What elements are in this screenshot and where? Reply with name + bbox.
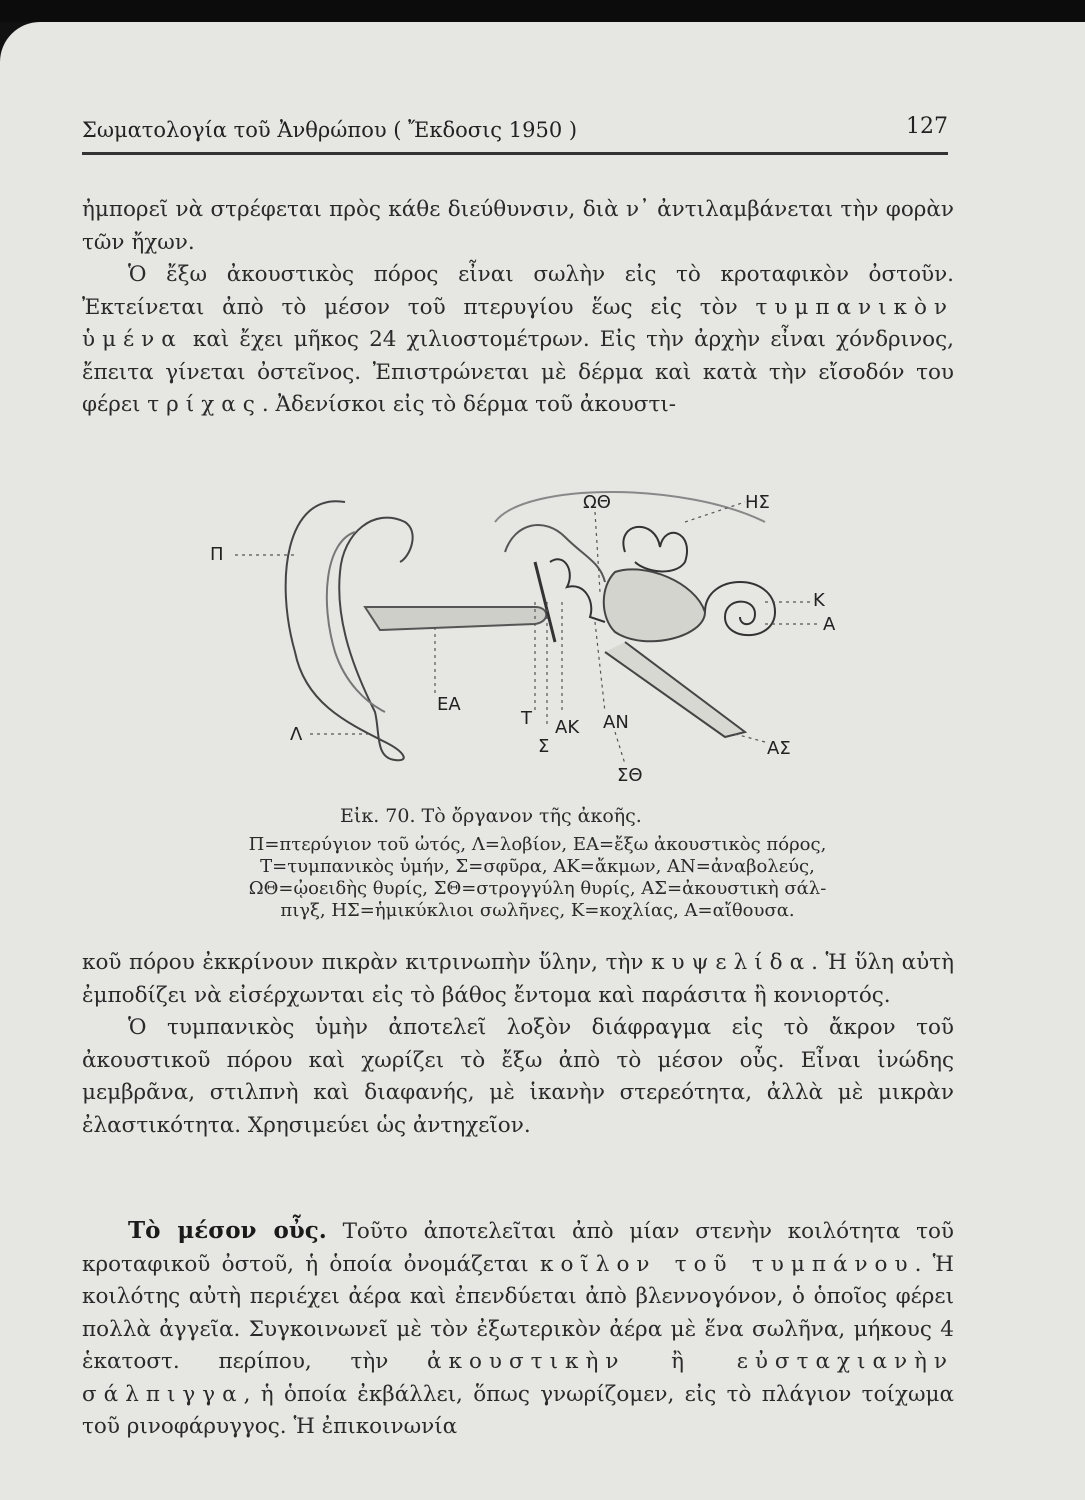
pinna-outline — [286, 501, 413, 760]
legend-line: Π=πτερύγιον τοῦ ὠτός, Λ=λοβίον, ΕΑ=ἔξω ἀκουστικὸς πόρος, — [248, 834, 827, 855]
ear-diagram — [205, 462, 865, 802]
paragraph-text: . Ἡ ὕλη αὐτὴ ἐμποδίζει νὰ εἰσέρχωνται εἰς τὸ βάθος ἔντομα καὶ παράσιτα ἢ κονιορτός. — [82, 950, 954, 1008]
semicircular-canals — [623, 527, 687, 572]
legend-line: Τ=τυμπανικὸς ὑμήν, Σ=σφῦρα, ΑΚ=ἄκμων, ΑΝ=ἀναβολεύς, — [260, 856, 815, 877]
middle-ear-wall — [505, 525, 605, 582]
label-malleus: Σ — [538, 736, 550, 757]
paragraph-text: κοῦ πόρου ἐκκρίνουν πικρὰν κιτρινωπὴν ὕλην, τὴν — [82, 950, 652, 975]
leader-an — [595, 622, 605, 712]
header-rule — [82, 152, 948, 155]
cochlea — [705, 582, 775, 635]
intro-line: ἠμπορεῖ νὰ στρέφεται πρὸς κάθε διεύθυνσιν, διὰ ν᾿ ἀντιλαμβάνεται τὴν φορὰν τῶν ἤχων. — [82, 197, 954, 255]
figure-legend — [160, 834, 915, 922]
paragraph-text: , ἡ ὁποία ἐκβάλλει, ὅπως γνωρίζομεν, εἰς τὸ πλάγιον τοίχωμα τοῦ ρινοφάρυγγος. Ἡ ἐπικοινωνία — [82, 1381, 954, 1439]
emphasis-term: τυμπανικὸν ὑμένα — [82, 294, 954, 352]
emphasis-term: κυψελίδα — [651, 950, 812, 975]
legend-line: πιγξ, ΗΣ=ἡμικύκλιοι σωλῆνες, Κ=κοχλίας, Α=αἴθουσα. — [280, 900, 795, 921]
label-lobule: Λ — [290, 724, 303, 745]
legend-line: ΩΘ=ᾠοειδὴς θυρίς, ΣΘ=στρογγύλη θυρίς, ΑΣ=ἀκουστικὴ σάλ- — [248, 878, 827, 899]
label-cochlea: Κ — [813, 590, 825, 611]
figure-caption: Εἰκ. 70. Τὸ ὄργανον τῆς ἀκοῆς. — [340, 805, 642, 827]
paragraph-text: καὶ ἔχει μῆκος 24 χιλιοστομέτρων. Εἰς τὴν ἀρχὴν εἶναι χόνδρινος, ἔπειτα γίνεται ὀστεῖνος. Ἐπιστρώνεται μὲ δέρμα καὶ κατὰ τὴν εἴσοδόν του φέρει — [82, 327, 954, 417]
section-heading: Τὸ μέσον οὖς. — [128, 1217, 327, 1244]
label-oval-window: ΩΘ — [583, 492, 611, 513]
auditory-canal-paragraph — [82, 259, 954, 422]
page-number: 127 — [906, 114, 948, 139]
scan-top-edge — [0, 0, 1085, 22]
label-semicircular-canals: ΗΣ — [745, 492, 770, 513]
label-stapes: ΑΝ — [603, 712, 629, 733]
leader-oth — [595, 512, 600, 592]
label-eustachian-tube: ΑΣ — [767, 738, 791, 759]
tympanic-membrane — [535, 562, 555, 642]
intro-text — [82, 194, 954, 422]
label-ear-canal: ΕΑ — [437, 694, 461, 715]
leader-as — [735, 734, 765, 742]
label-round-window: ΣΘ — [617, 765, 643, 786]
body-text — [82, 947, 954, 1142]
paragraph-text: Τοῦτο ἀποτελεῖται ἀπὸ μίαν στενὴν κοιλότητα τοῦ κροταφικοῦ ὀστοῦ, ἡ ὁποία ὀνομάζεται — [82, 1219, 954, 1277]
leader-sth — [615, 732, 625, 764]
ear-drawing — [205, 462, 865, 802]
paragraph-text: . Ἡ κοιλότης αὐτὴ περιέχει ἀέρα καὶ ἐπενδύεται ἀπὸ βλεννογόνον, ὁ ὁποῖος φέρει πολλὰ ἀγγεῖα. Συγκοινωνεῖ μὲ τὸν ἐξωτερικὸν ἀέρα μὲ ἕνα σωλῆνα, μήκους 4 ἑκατοστ. περίπου, τὴν — [82, 1251, 954, 1374]
label-incus: ΑΚ — [555, 717, 580, 738]
vestibule — [604, 569, 705, 641]
middle-ear-section — [82, 1215, 954, 1444]
tympanic-paragraph: Ὁ τυμπανικὸς ὑμὴν ἀποτελεῖ λοξὸν διάφραγμα εἰς τὸ ἄκρον τοῦ ἀκουστικοῦ πόρου καὶ χωρίζει τὸ ἔξω ἀπὸ τὸ μέσον οὖς. Εἶναι ἰνώδης μεμβρᾶνα, στιλπνὴ καὶ διαφανής, μὲ ἱκανὴν στερεότητα, ἀλλὰ μὲ μικρὰν ἐλαστικότητα. Χρησιμεύει ὡς ἀντηχεῖον. — [82, 1015, 954, 1138]
emphasis-term: ἀκουστικὴν ἢ εὐσταχιανὴν σάλπιγγα — [82, 1349, 954, 1407]
paragraph-text: . Ἀδενίσκοι εἰς τὸ δέρμα τοῦ ἀκουστι- — [261, 392, 677, 417]
running-header — [82, 114, 948, 154]
paragraph-text: Ὁ ἔξω ἀκουστικὸς πόρος εἶναι σωλὴν εἰς τὸ κροταφικὸν ὀστοῦν. Ἐκτείνεται ἀπὸ τὸ μέσον τοῦ πτερυγίου ἕως εἰς τὸν — [82, 262, 954, 320]
middle-ear-paragraph — [82, 1215, 954, 1444]
emphasis-term: τρίχας — [147, 392, 262, 417]
book-page — [0, 22, 1085, 1500]
cerumen-paragraph — [82, 947, 954, 1012]
running-header-title: Σωματολογία τοῦ Ἀνθρώπου ( Ἔκδοσις 1950 ) — [82, 118, 578, 142]
ossicles — [550, 559, 605, 622]
emphasis-term: κοῖλον τοῦ τυμπάνου — [540, 1251, 915, 1277]
label-tympanum: Τ — [521, 708, 532, 729]
outer-canal — [365, 607, 546, 630]
skull-outline — [495, 492, 765, 522]
label-pinna: Π — [210, 544, 224, 565]
label-vestibule: Α — [823, 614, 836, 635]
